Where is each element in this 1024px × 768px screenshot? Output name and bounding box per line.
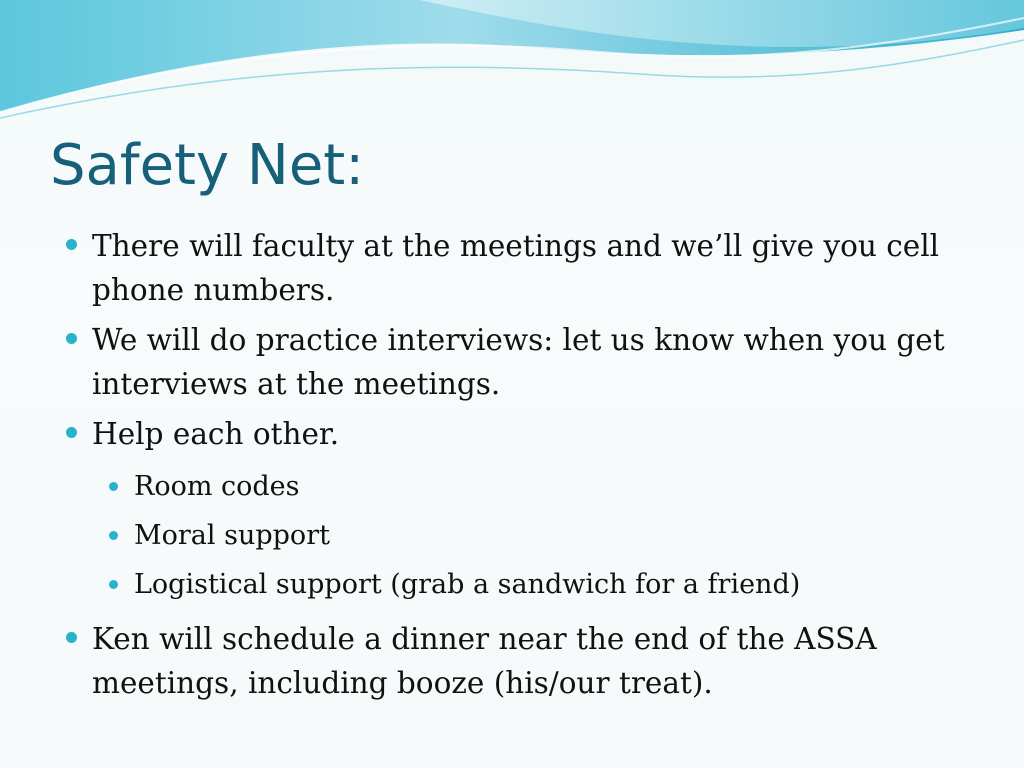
bullet-icon <box>66 239 77 250</box>
bullet-icon <box>66 427 77 438</box>
sub-bullet-icon <box>109 482 118 491</box>
bullet-icon <box>66 333 77 344</box>
bullet-text: We will do practice interviews: let us know when you get interviews at the meetings. <box>92 323 945 401</box>
sub-bullet-text: Moral support <box>134 520 330 551</box>
slide-title: Safety Net: <box>50 133 365 198</box>
sub-bullet-icon <box>109 531 118 540</box>
bullet-list <box>60 224 960 711</box>
sub-bullet-text: Room codes <box>134 471 300 502</box>
decorative-wave-banner <box>0 0 1024 130</box>
sub-bullet-item <box>60 511 960 560</box>
sub-bullet-item <box>60 462 960 511</box>
bullet-text: Ken will schedule a dinner near the end of the ASSA meetings, including booze (his/our treat). <box>92 622 877 700</box>
bullet-item <box>60 224 960 312</box>
bullet-icon <box>66 632 77 643</box>
sub-bullet-list <box>60 462 960 609</box>
bullet-text: Help each other. <box>92 417 340 451</box>
sub-bullet-text: Logistical support (grab a sandwich for a friend) <box>134 569 801 600</box>
bullet-item <box>60 318 960 406</box>
bullet-item <box>60 412 960 456</box>
bullet-item <box>60 617 960 705</box>
bullet-text: There will faculty at the meetings and we’ll give you cell phone numbers. <box>92 229 940 307</box>
sub-bullet-item <box>60 560 960 609</box>
sub-bullet-icon <box>109 580 118 589</box>
